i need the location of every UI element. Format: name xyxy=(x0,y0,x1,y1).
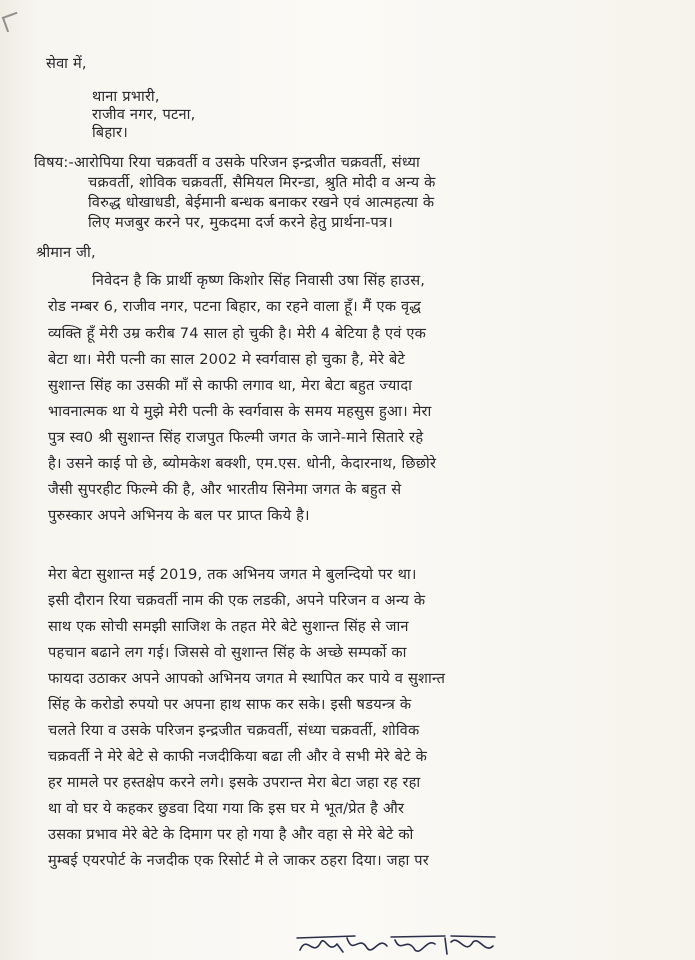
paragraph2-line-3: साथ एक सोची समझी साजिश के तहत मेरे बेटे सुशान्त सिंह से जान xyxy=(48,618,409,635)
paragraph1-line-8: है। उसने काई पो छे, ब्योमकेश बक्शी, एम.एस. धोनी, केदारनाथ, छिछोरे xyxy=(48,455,437,472)
paragraph2-line-8: चक्रवर्ती ने मेरे बेटे से काफी नजदीकिया बढा ली और वे सभी मेरे बेटे के xyxy=(48,748,428,765)
paragraph2-line-11: उसका प्रभाव मेरे बेटे के दिमाग पर हो गया है और वहा से मेरे बेटे को xyxy=(48,826,414,843)
paragraph2-line-10: था वो घर ये कहकर छुडवा दिया गया कि इस घर मे भूत/प्रेत है और xyxy=(48,800,405,817)
paragraph2-line-12: मुम्बई एयरपोर्ट के नजदीक एक रिसोर्ट मे ले जाकर ठहरा दिया। जहा पर xyxy=(48,852,429,869)
paragraph2-line-2: इसी दौरान रिया चक्रवर्ती नाम की एक लडकी, अपने परिजन व अन्य के xyxy=(48,592,426,609)
paragraph1-line-1: निवेदन है कि प्रार्थी कृष्ण किशोर सिंह निवासी उषा सिंह हाउस, xyxy=(92,272,426,289)
paragraph1-line-4: बेटा था। मेरी पत्नी का साल 2002 मे स्वर्गवास हो चुका है, मेरे बेटे xyxy=(48,351,406,368)
subject-line-2: चक्रवर्ती, शोविक चक्रवर्ती, सैमियल मिरन्डा, श्रुति मोदी व अन्य के xyxy=(88,174,436,191)
address-line-2: राजीव नगर, पटना, xyxy=(92,106,196,123)
handwritten-signature xyxy=(295,930,515,960)
paragraph1-line-7: पुत्र स्व0 श्री सुशान्त सिंह राजपुत फिल्मी जगत के जाने-माने सितारे रहे xyxy=(48,429,424,446)
paragraph2-line-9: हर मामले पर हस्तक्षेप करने लगे। इसके उपरान्त मेरा बेटा जहा रह रहा xyxy=(48,774,421,791)
subject-line-3: विरुद्ध धोखाधडी, बेईमानी बन्धक बनाकर रखने एवं आत्महत्या के xyxy=(88,194,435,211)
paragraph1-line-3: व्यक्ति हूँ मेरी उम्र करीब 74 साल हो चुकी है। मेरी 4 बेटिया है एवं एक xyxy=(48,325,427,342)
paragraph1-line-2: रोड नम्बर 6, राजीव नगर, पटना बिहार, का रहने वाला हूँ। मैं एक वृद्ध xyxy=(48,298,422,315)
paragraph1-line-9: जैसी सुपरहीट फिल्मे की है, और भारतीय सिनेमा जगत के बहुत से xyxy=(48,481,402,498)
paragraph2-line-1: मेरा बेटा सुशान्त मई 2019, तक अभिनय जगत मे बुलन्दियो पर था। xyxy=(48,566,417,583)
address-line-3: बिहार। xyxy=(92,124,128,141)
paragraph2-line-5: फायदा उठाकर अपने आपको अभिनय जगत मे स्थापित कर पाये व सुशान्त xyxy=(48,670,446,687)
subject-line-1: विषय:-आरोपिया रिया चक्रवर्ती व उसके परिजन इन्द्रजीत चक्रवर्ती, संध्या xyxy=(34,154,420,171)
paragraph1-line-6: भावनात्मक था ये मुझे मेरी पत्नी के स्वर्गवास के समय महसुस हुआ। मेरा xyxy=(48,403,432,420)
paragraph1-line-10: पुरुस्कार अपने अभिनय के बल पर प्राप्त किये है। xyxy=(48,507,310,524)
greeting: श्रीमान जी, xyxy=(36,244,96,261)
paragraph1-line-5: सुशान्त सिंह का उसकी माँ से काफी लगाव था, मेरा बेटा बहुत ज्यादा xyxy=(48,377,413,394)
salutation-to: सेवा में, xyxy=(46,55,87,72)
paragraph2-line-4: पहचान बढाने लग गई। जिससे वो सुशान्त सिंह के अच्छे सम्पर्को का xyxy=(48,644,407,661)
paragraph2-line-6: सिंह के करोडो रुपयो पर अपना हाथ साफ कर सके। इसी षडयन्त्र के xyxy=(48,696,412,713)
corner-mark xyxy=(2,12,23,33)
subject-line-4: लिए मजबुर करने पर, मुकदमा दर्ज करने हेतु प्रार्थना-पत्र। xyxy=(88,214,394,231)
paragraph2-line-7: चलते रिया व उसके परिजन इन्द्रजीत चक्रवर्ती, संध्या चक्रवर्ती, शोविक xyxy=(48,722,420,739)
address-line-1: थाना प्रभारी, xyxy=(92,88,160,105)
